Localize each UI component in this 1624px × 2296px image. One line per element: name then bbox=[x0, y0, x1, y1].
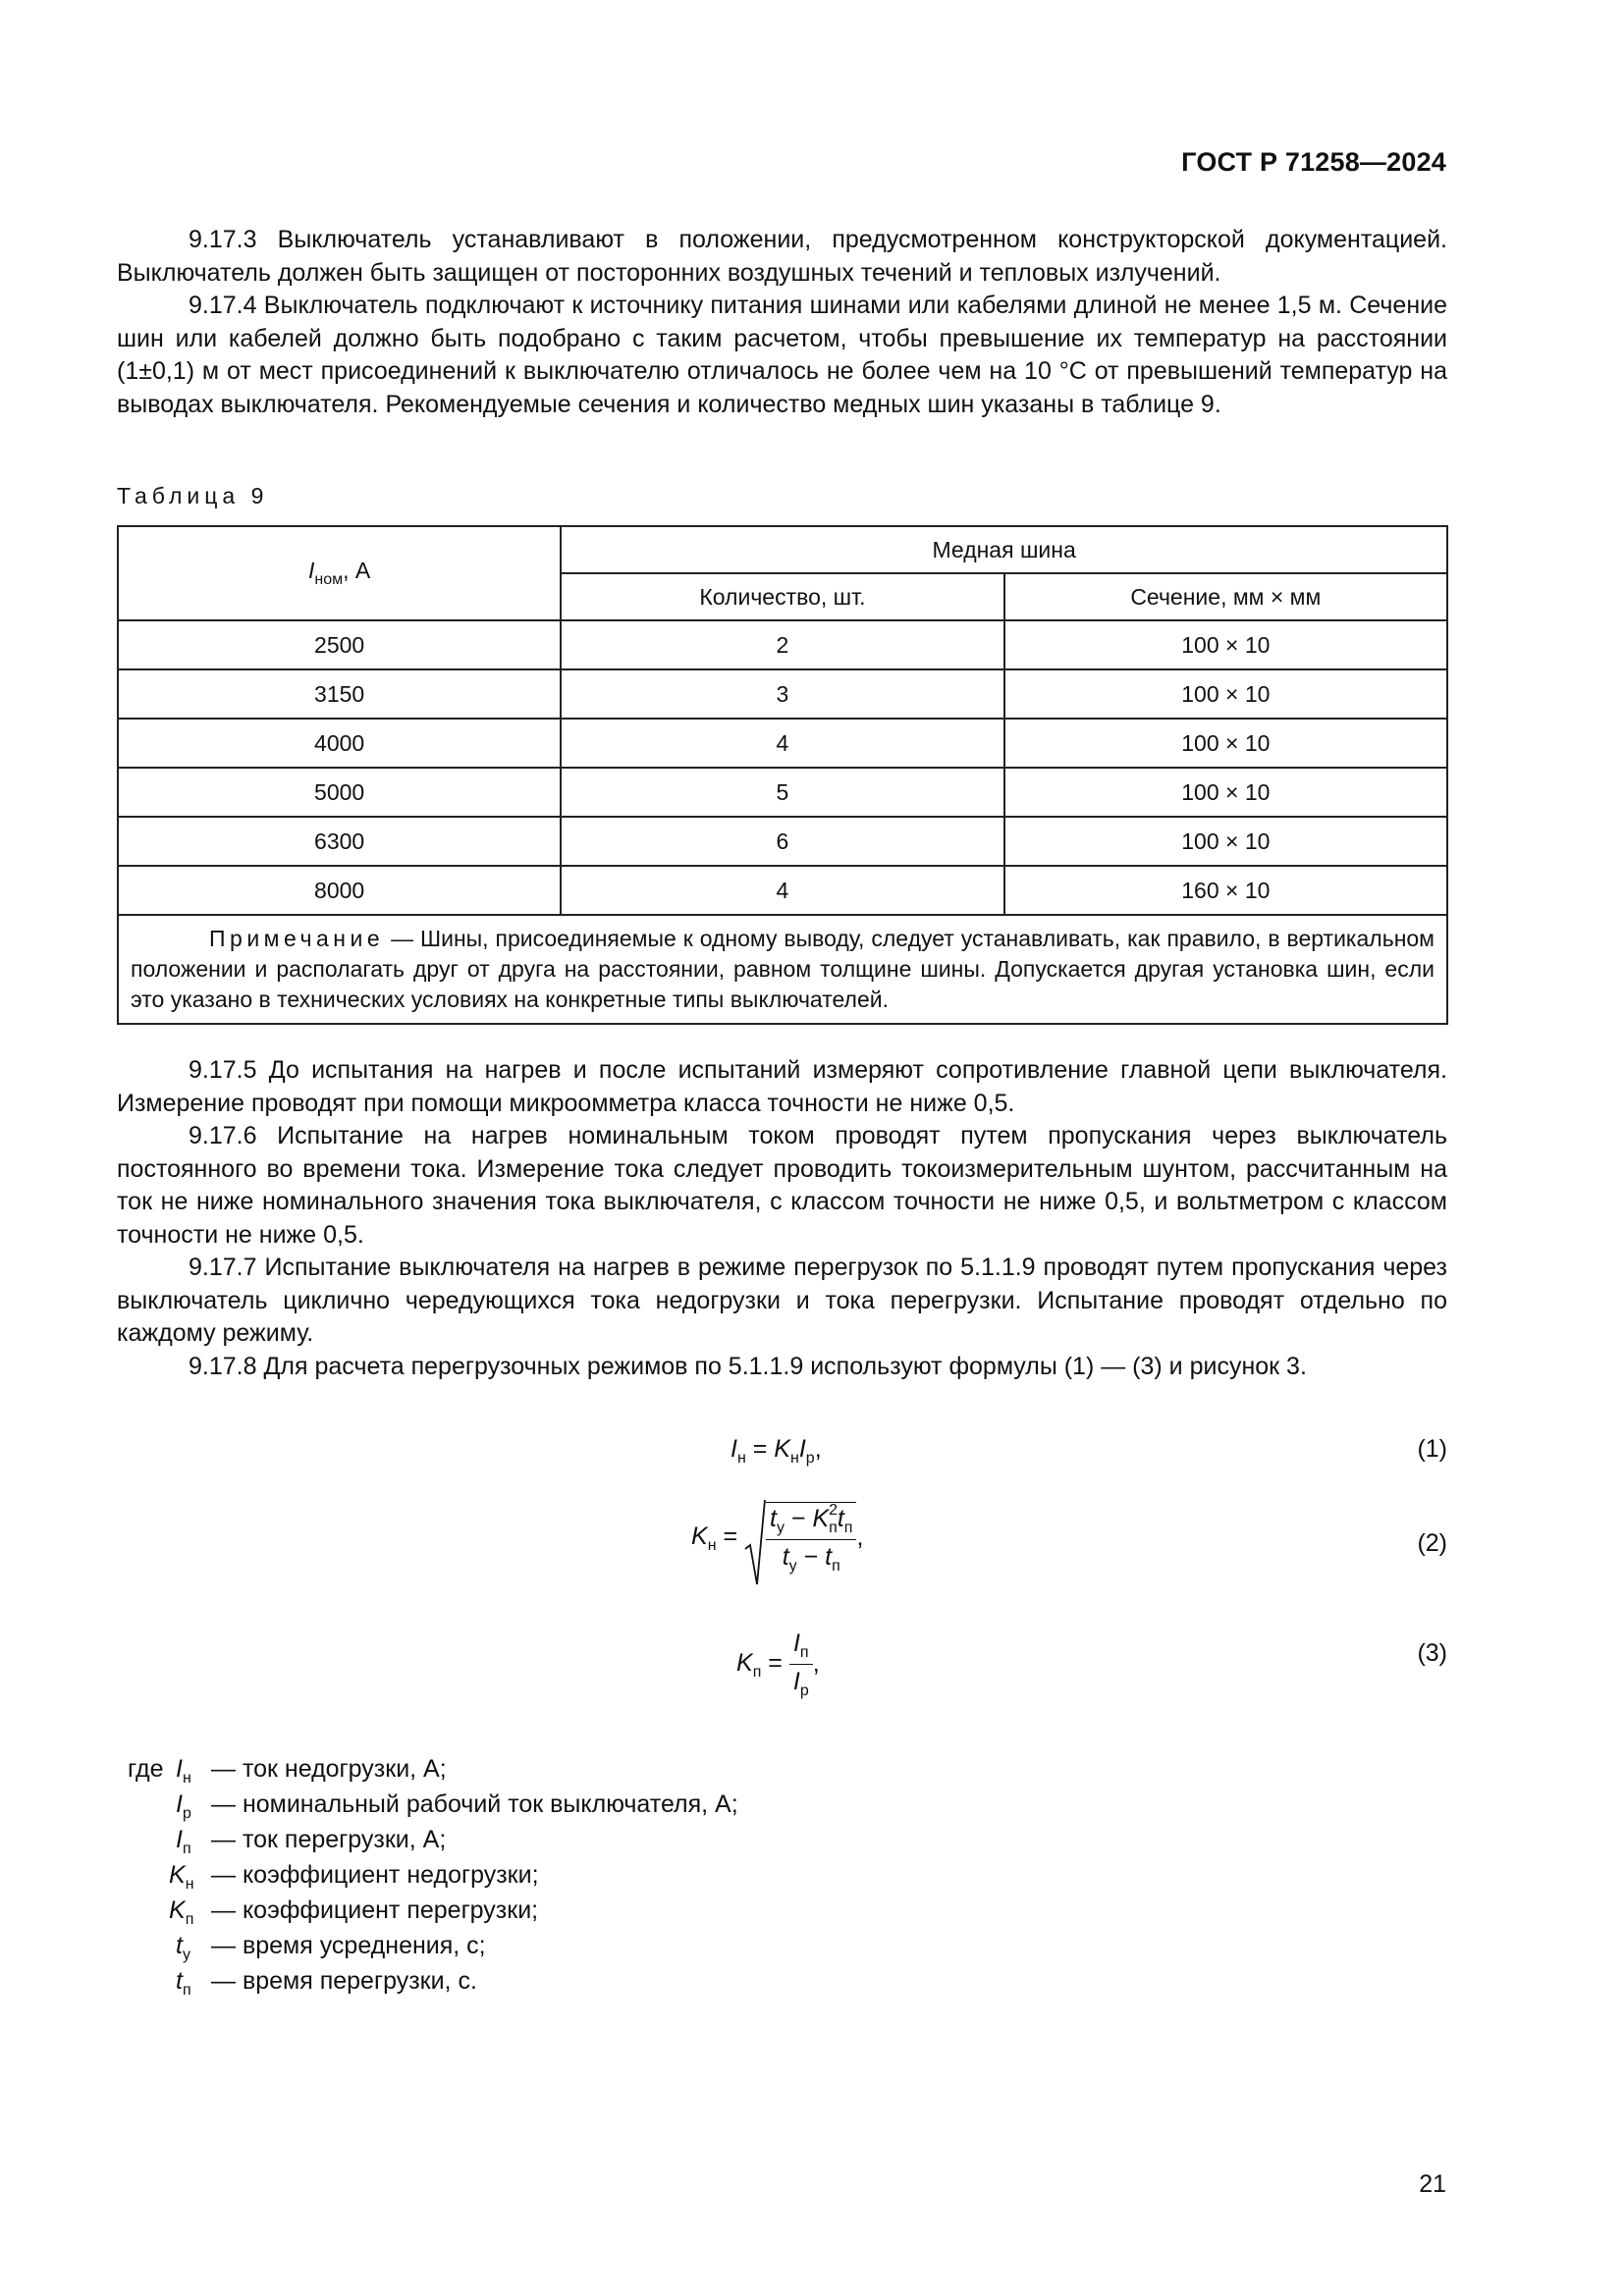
symbol-subscript: р bbox=[182, 1805, 191, 1822]
paragraph-9-17-7: 9.17.7 Испытание выключателя на нагрев в режиме перегрузок по 5.1.1.9 проводят путем пропускания через выключатель циклично чередующихся тока недогрузки и тока перегрузки. Испытание проводят отдельно по каждому режиму. bbox=[117, 1254, 1447, 1347]
legend-intro: где bbox=[128, 1755, 164, 1783]
cell-current: 3150 bbox=[118, 669, 561, 719]
cell-current: 5000 bbox=[118, 768, 561, 817]
symbol-subscript: п bbox=[182, 1841, 191, 1857]
table-note-row bbox=[118, 915, 1447, 1024]
table-row bbox=[118, 768, 1447, 817]
paragraphs-bottom bbox=[117, 1054, 1447, 1383]
symbol-letter: t bbox=[176, 1932, 183, 1959]
table-row bbox=[118, 866, 1447, 915]
symbol-subscript: н bbox=[185, 1876, 194, 1893]
current-unit: , А bbox=[343, 558, 371, 583]
header-rated-current bbox=[118, 526, 561, 620]
cell-section: 100 × 10 bbox=[1004, 669, 1447, 719]
legend-description: — время перегрузки, с. bbox=[211, 1967, 477, 1995]
current-subscript: ном bbox=[314, 571, 344, 588]
symbol-letter: K bbox=[169, 1896, 186, 1924]
cell-quantity: 4 bbox=[561, 719, 1003, 768]
table-header-row bbox=[118, 526, 1447, 573]
sqrt-sign: $t_у - K$ $_{2 п}t_п$ $t_у - t_п$ bbox=[744, 1502, 856, 1575]
formula-1: $I_н = K_нI_р$, bbox=[731, 1435, 822, 1467]
cell-section: 160 × 10 bbox=[1004, 866, 1447, 915]
cell-current: 6300 bbox=[118, 817, 561, 866]
table-note bbox=[118, 915, 1447, 1024]
table-row bbox=[118, 817, 1447, 866]
formula-1-number: (1) bbox=[1417, 1435, 1447, 1463]
symbol-letter: I bbox=[176, 1755, 183, 1783]
paragraphs-top bbox=[117, 224, 1447, 421]
legend-description: — номинальный рабочий ток выключателя, А; bbox=[211, 1790, 738, 1818]
symbol-subscript: н bbox=[182, 1770, 191, 1787]
legend-description: — ток недогрузки, А; bbox=[211, 1755, 447, 1783]
page-number: 21 bbox=[1419, 2170, 1446, 2198]
formula-2: $K_н$ = $t_у - K$ $_{2 п}t_п$ $t_у - t_п$ , bbox=[691, 1502, 863, 1575]
busbar-table bbox=[117, 525, 1448, 1025]
formula-3-number: (3) bbox=[1417, 1639, 1447, 1667]
legend-description: — ток перегрузки, А; bbox=[211, 1826, 447, 1853]
legend-description: — коэффициент недогрузки; bbox=[211, 1861, 539, 1889]
current-symbol: I bbox=[308, 558, 315, 583]
symbol-letter: I bbox=[176, 1790, 183, 1818]
header-section: Сечение, мм × мм bbox=[1004, 573, 1447, 620]
cell-quantity: 4 bbox=[561, 866, 1003, 915]
cell-section: 100 × 10 bbox=[1004, 620, 1447, 669]
cell-section: 100 × 10 bbox=[1004, 768, 1447, 817]
cell-quantity: 6 bbox=[561, 817, 1003, 866]
standard-designation: ГОСТ Р 71258—2024 bbox=[1181, 147, 1446, 177]
symbol-subscript: п bbox=[182, 1982, 191, 1999]
header-quantity: Количество, шт. bbox=[561, 573, 1003, 620]
cell-quantity: 3 bbox=[561, 669, 1003, 719]
cell-quantity: 5 bbox=[561, 768, 1003, 817]
paragraph-9-17-5: 9.17.5 До испытания на нагрев и после испытаний измеряют сопротивление главной цепи выключателя. Измерение проводят при помощи микроомметра класса точности не ниже 0,5. bbox=[117, 1056, 1447, 1117]
table-caption: Таблица 9 bbox=[117, 483, 269, 508]
header-copper-bus: Медная шина bbox=[561, 526, 1447, 573]
symbol-subscript: п bbox=[185, 1911, 194, 1928]
symbol-subscript: у bbox=[182, 1947, 190, 1963]
cell-section: 100 × 10 bbox=[1004, 817, 1447, 866]
table-row bbox=[118, 620, 1447, 669]
legend-symbol bbox=[176, 1963, 191, 2008]
table-row bbox=[118, 719, 1447, 768]
paragraph-9-17-8: 9.17.8 Для расчета перегрузочных режимов по 5.1.1.9 используют формулы (1) — (3) и рисунок 3. bbox=[189, 1352, 1307, 1380]
table-row bbox=[118, 669, 1447, 719]
paragraph-9-17-3: 9.17.3 Выключатель устанавливают в положении, предусмотренном конструкторской документацией. Выключатель должен быть защищен от посторонних воздушных течений и тепловых излучений. bbox=[117, 226, 1447, 287]
formula-2-number: (2) bbox=[1417, 1529, 1447, 1557]
cell-current: 8000 bbox=[118, 866, 561, 915]
symbol-letter: K bbox=[169, 1861, 186, 1889]
cell-current: 4000 bbox=[118, 719, 561, 768]
symbol-letter: I bbox=[176, 1826, 183, 1853]
symbol-letter: t bbox=[176, 1967, 183, 1995]
cell-current: 2500 bbox=[118, 620, 561, 669]
note-text: — Шины, присоединяемые к одному выводу, следует устанавливать, как правило, в вертикальном положении и располагать друг от друга на расстоянии, равном толщине шины. Допускается другая установка шин, если это указано в технических условиях на конкретные типы выключателей. bbox=[131, 926, 1435, 1012]
cell-section: 100 × 10 bbox=[1004, 719, 1447, 768]
note-label: Примечание bbox=[209, 926, 385, 951]
formula-3: $K_п$ = $\frac{I_п}{I_р}$ , bbox=[736, 1629, 820, 1699]
cell-quantity: 2 bbox=[561, 620, 1003, 669]
legend-description: — время усреднения, с; bbox=[211, 1932, 486, 1959]
legend-description: — коэффициент перегрузки; bbox=[211, 1896, 539, 1924]
paragraph-9-17-4: 9.17.4 Выключатель подключают к источнику питания шинами или кабелями длиной не менее 1,5 м. Сечение шин или кабелей должно быть подобрано с таким расчетом, чтобы превышение их температур на расстоянии (1±0,1) м от мест присоединений к выключателю отличалось не более чем на 10 °С от превышений температур на выводах выключателя. Рекомендуемые сечения и количество медных шин указаны в таблице 9. bbox=[117, 292, 1447, 418]
paragraph-9-17-6: 9.17.6 Испытание на нагрев номинальным током проводят путем пропускания через выключатель постоянного во времени тока. Измерение тока следует проводить токоизмерительным шунтом, рассчитанным на ток не ниже номинального значения тока выключателя, с классом точности не ниже 0,5, и вольтметром с классом точности не ниже 0,5. bbox=[117, 1122, 1447, 1249]
